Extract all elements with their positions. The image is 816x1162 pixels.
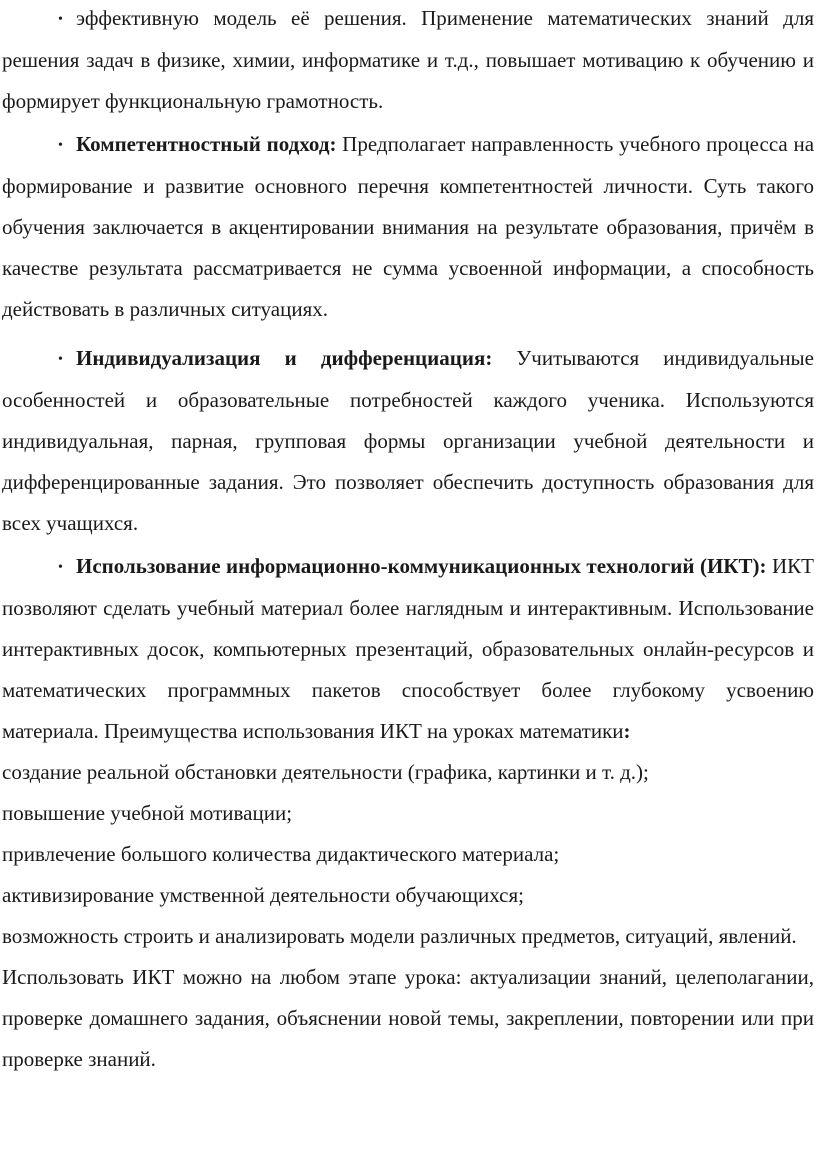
- bullet-icon: •: [58, 560, 63, 575]
- bullet-icon: •: [58, 12, 63, 27]
- paragraph-text: Предполагает направленность учебного процесса на формирование и развитие основного перечня компетентностей личности. Суть такого обучения заключается в акцентировании внимания на результате образования, причём в качестве результата рассматривается не сумма усвоенной информации, а способность действовать в различных ситуациях.: [2, 132, 815, 321]
- paragraph-heading: Использование информационно-коммуникационных технологий (ИКТ):: [76, 554, 767, 578]
- list-item: возможность строить и анализировать модели различных предметов, ситуаций, явлений.: [2, 924, 797, 948]
- paragraph-ict-usage: [2, 546, 814, 752]
- paragraph-text: ИКТ позволяют сделать учебный материал более наглядным и интерактивным. Использование интерактивных досок, компьютерных презентаций, образовательных онлайн-ресурсов и математических программных пакетов способствует более глубокому усвоению материала. Преимущества использования ИКТ на уроках математики: [2, 554, 814, 743]
- paragraph-heading: Индивидуализация и дифференциация:: [76, 346, 493, 370]
- paragraph-competence-approach: [2, 124, 814, 330]
- list-item: привлечение большого количества дидактического материала;: [2, 842, 560, 866]
- list-item: повышение учебной мотивации;: [2, 801, 293, 825]
- bullet-icon: •: [58, 352, 63, 367]
- paragraph-ict-motivation: [2, 0, 814, 122]
- paragraph-colon: :: [623, 719, 631, 743]
- paragraph-text: эффективную модель её решения. Применение математических знаний для решения задач в физике, химии, информатике и т.д., повышает мотивацию к обучению и формирует функциональную грамотность.: [2, 6, 814, 113]
- paragraph-individualization: [2, 338, 814, 544]
- bullet-icon: •: [58, 138, 63, 153]
- paragraph-text: Учитываются индивидуальные особенностей и образовательные потребностей каждого ученика. Используются индивидуальная, парная, групповая формы организации учебной деятельности и дифференцированные задания. Это позволяет обеспечить доступность образования для всех учащихся.: [2, 346, 814, 535]
- list-item: активизирование умственной деятельности обучающихся;: [2, 883, 524, 907]
- paragraph-heading: Компетентностный подход:: [76, 132, 337, 156]
- closing-paragraph: Использовать ИКТ можно на любом этапе урока: актуализации знаний, целеполагании, проверке домашнего задания, объяснении новой темы, закреплении, повторении или при проверке знаний.: [2, 965, 814, 1071]
- list-item: создание реальной обстановки деятельности (графика, картинки и т. д.);: [2, 760, 649, 784]
